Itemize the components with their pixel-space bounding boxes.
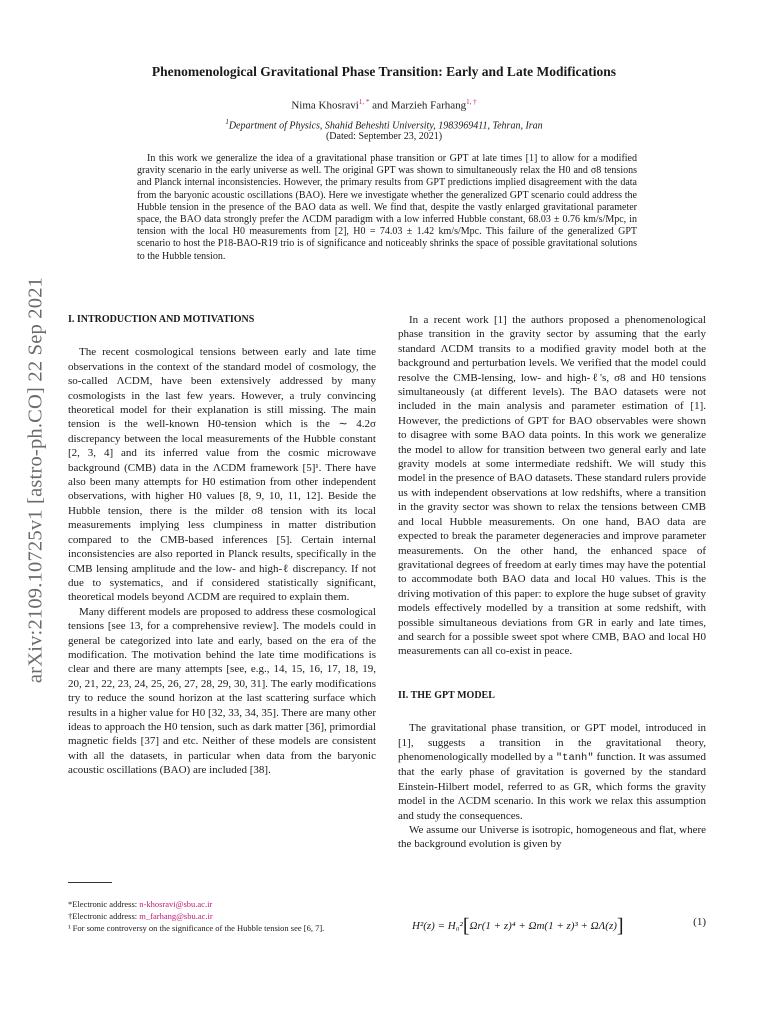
footnote-email-2 (68, 911, 388, 922)
author-conjunction: and (369, 99, 391, 112)
abstract: In this work we generalize the idea of a gravitational phase transition or GPT at late times [1] to allow for a modified gravity scenario in the early universe as well. The original GPT was shown to simultaneously relax the H0 and σ8 tensions and Planck internal inconsistencies. However, the primary results from GPT predictions implied disagreement with the data from the baryonic acoustic oscillations (BAO). Here we investigate whether the generalized GPT scenario could address the Hubble tension in the presence of the BAO data as well. We find that, despite the vastly enlarged gravitational parameter space, the BAO data strongly prefer the ΛCDM paradigm with a low inferred Hubble constant, 68.03 ± 0.76 km/s/Mpc, in tension with the local H0 measurements from [2], H0 = 74.03 ± 1.42 km/s/Mpc. This failure of the generalized GPT scenario to host the P18-BAO-R19 trio is of significance and noticeably shrinks the space of possible gravitational solutions to the Hubble tension. (137, 153, 637, 262)
tanh-code: "tanh" (555, 751, 594, 764)
equation-rhs: Ωr(1 + z)⁴ + Ωm(1 + z)³ + ΩΛ(z) (469, 920, 617, 932)
equation-number: (1) (693, 916, 706, 928)
intro-paragraph-2: Many different models are proposed to address these cosmological tensions [see 13, for a comprehensive review]. The models could in general be categorized into late and early, based on the era of the modification. The motivation behind the late time modifications is clear and there are many attempts [see, e.g., 14, 15, 16, 17, 18, 19, 20, 21, 22, 23, 24, 25, 26, 27, 28, 29, 30, 31]. The early modifications try to reduce the sound horizon at the last scattering surface which results in a higher value for H0 [32, 33, 34, 35]. There are many other ideas to approach the H0 tension, such as dark matter [36], primordial magnetic fields [37] and etc. Neither of these models are consistent with all the datasets, in particular when data from the baryonic acoustic oscillations (BAO) are included [38]. (68, 605, 376, 777)
gpt-paragraph-1-part-a: The gravitational phase transition, or GPT model, introduced in [1], suggests a transition in the gravitational theory, phenomenologically modelled by a (398, 722, 706, 763)
gpt-paragraph-2: We assume our Universe is isotropic, homogeneous and flat, where the background evolution is given by (398, 824, 706, 851)
author-line (100, 98, 668, 112)
section-heading-intro: I. INTRODUCTION AND MOTIVATIONS (68, 314, 255, 325)
email-link-1[interactable]: n-khosravi@sbu.ac.ir (139, 899, 213, 909)
email-link-2[interactable]: m_farhang@sbu.ac.ir (139, 911, 213, 921)
dated-line: (Dated: September 23, 2021) (325, 131, 443, 142)
section-heading-gpt: II. THE GPT MODEL (398, 689, 495, 701)
right-column (398, 313, 706, 852)
author-2: Marzieh Farhang (390, 99, 467, 112)
left-column (68, 313, 376, 778)
paper-title: Phenomenological Gravitational Phase Transition: Early and Late Modifications (151, 64, 617, 79)
footnote-rule (68, 882, 112, 883)
bracket-close: ] (616, 915, 624, 937)
intro-paragraph-1: The recent cosmological tensions between early and late time observations in the context of the standard model of cosmology, the so-called ΛCDM, have been extensively addressed by many cosmologists in the last few years. However, a truly convincing theoretical model for their explanation is still missing. The main tension is the well-known H0-tension which is the ∼ 4.2σ discrepancy between the local measurements of the Hubble constant [2, 3, 4] and its inferred value from the cosmic microwave background (CMB) data in the ΛCDM framework [5]¹. There have also been many attempts for H0 estimation from other independent observations, with higher H0 values [8, 9, 10, 11, 12]. Beside the Hubble tension, there is the milder σ8 tension with its local measurements implying less clumpiness in matter distribution compared to the CMB-based inferences [5]. Certain internal inconsistencies are also reported in Planck results, specifically in the CMB lensing amplitude and the low- and high-ℓ discrepancy. If not due to systematics, and if considered statistically significant, theoretical models beyond ΛCDM are required to explain them. (68, 346, 376, 604)
intro-paragraph-3: In a recent work [1] the authors proposed a phenomenological phase transition in the gravity sector by assuming that the early standard ΛCDM transits to a modified gravity model both at the background and perturbation levels. We verified that the model could resolve the CMB-lensing, low- and high-ℓ's, σ8 and H0 tensions simultaneously (at different levels). The BAO datasets were not included in the main analysis and parameter estimation of [1]. However, the predictions of GPT for BAO observables were shown to disagree with some BAO data points. In this work we generalize the model to allow for transition between two general early and late gravity models at some intermediate redshift. We will study this model in the presence of BAO datasets. These standard rulers provide us with independent observations at low redshifts, where a transition in the gravity sector was shown to relax the tensions between CMB and local Hubble measurements. On one hand, BAO data are expected to break the parameter degeneracies and improve parameter measurements. On the other hand, the enhanced space of gravitational degrees of freedom at early times may have the potential to accommodate both BAO data and local H0 values. This is the driving motivation of this paper: to explore the huge subset of gravity models effectively modelled by a transition at some redshift, with possible simultaneous deviations from GR in early and late times, and search for a possible sweet spot where CMB, BAO and local H0 measurements can all co-exist in peace. (398, 314, 706, 658)
arxiv-identifier: arXiv:2109.10725v1 [astro-ph.CO] 22 Sep 2021 (24, 276, 47, 684)
author-1: Nima Khosravi (291, 99, 359, 112)
footnote-1-label: *Electronic address: (68, 899, 140, 909)
affiliation (100, 118, 668, 131)
gpt-paragraph-1-part-b: function. It was assumed that the early phase of gravitation is governed by the standard Einstein-Hilbert model, referred to as GR, which forms the gravity model in the ΛCDM scenario. In this work we relax this assumption and study the consequences. (398, 750, 706, 822)
equation-lhs: H²(z) = H₀² (412, 920, 463, 932)
footnote-hubble: ¹ For some controversy on the significance of the Hubble tension see [6, 7]. (68, 923, 325, 933)
affiliation-text: Department of Physics, Shahid Beheshti University, 1983969411, Tehran, Iran (228, 120, 543, 132)
equation-body (412, 915, 624, 938)
bracket-open: [ (462, 915, 470, 937)
gpt-paragraph-1 (398, 721, 706, 823)
equation-1 (398, 908, 706, 942)
arxiv-side-stamp (14, 250, 58, 710)
footnote-email-1 (68, 899, 388, 910)
author-1-mark: 1, * (358, 98, 370, 106)
affiliation-mark: 1 (225, 118, 229, 126)
author-2-mark: 1, † (466, 98, 477, 106)
footnote-2-label: †Electronic address: (68, 911, 140, 921)
